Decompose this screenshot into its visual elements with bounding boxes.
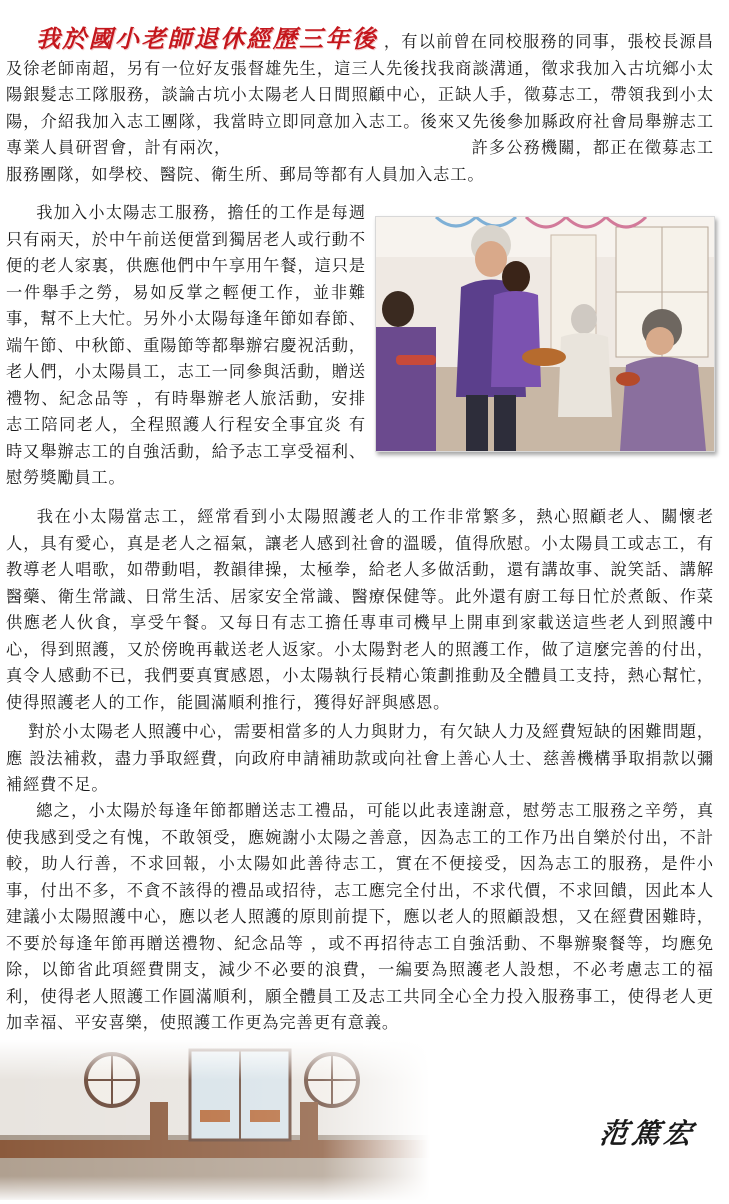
care-work-paragraph — [6, 504, 714, 716]
article-title: 我於國小老師退休經歷三年後 — [36, 25, 378, 53]
funding-paragraph — [6, 719, 714, 799]
care-work-text: 我在小太陽當志工，經常看到小太陽照護老人的工作非常繁多，熱心照顧老人、關懷老人，具有愛心，真是老人之福氣，讓老人感到社會的溫暖，值得欣慰。小太陽員工或志工，有教導老人唱歌，如帶動唱，教韻律操，太極拳，給老人多做活動，還有講故事、說笑話、講解醫藥、衛生常識、日常生活、居家安全常識、醫療保健等。此外還有廚工每日忙於煮飯、作菜供應老人伙食，享受午餐。又每日有志工擔任專車司機早上開車到家載送這些老人到照護中心，得到照護，又於傍晚再載送老人返家。小太陽對老人的照護工作，做了這麼完善的付出，真令人感動不已，我們要真實感恩，小太陽執行長精心策劃推動及全體員工支持，熱心幫忙，使得照護老人的工作，能圓滿順利推行，獲得好評與感恩。 — [6, 507, 714, 712]
conclusion-text: 總之，小太陽於每逢年節都贈送志工禮品，可能以此表達謝意，慰勞志工服務之辛勞，真使我感到受之有愧，不敢領受，應婉謝小太陽之善意，因為志工的工作乃出自樂於付出，不計較，助人行善，不求回報，小太陽如此善待志工，實在不便接受，因為志工的服務，是件小事，付出不多，不貪不該得的禮品或招待，志工應完全付出，不求代價，不求回饋，因此本人建議小太陽照護中心，應以老人照護的原則前提下，應以老人的照顧設想，又在經費困難時，不要於每逢年節再贈送禮物、紀念品等 ，或不再招待志工自強活動、不舉辦聚餐等，均應免除，以節省此項經費開支，減少不必要的浪費，一編要為照護老人設想，不必考慮志工的福利，使得老人照護工作圓滿順利，願全體員工及志工共同全心全力投入服務事工，使得老人更加幸福、平安喜樂，使照護工作更為完善更有意義。 — [6, 801, 714, 1032]
volunteer-photo — [375, 216, 715, 452]
hall-photo — [0, 1040, 430, 1200]
hall-photo-image — [0, 1040, 430, 1200]
duty-text: 我加入小太陽志工服務，擔任的工作是每週只有兩天，於中午前送便當到獨居老人或行動不便的老人家裏，供應他們中午享用午餐，這只是一件舉手之勞，易如反掌之輕便工作，並非難事，幫不上大忙。另外小太陽每逢年節如春節、端午節、中秋節、重陽節等都舉辦宕慶祝活動，老人們，小太陽員工，志工一同參與活動，贈送禮物、紀念品等 ，有時舉辦老人旅活動，安排志工陪同老人，全程照護人行程安全事宜炎 有時又舉辦志工的自強活動，給予志工享受福利、慰勞獎勵員工。 — [6, 203, 366, 487]
author-signature: 范篤宏 — [597, 1117, 699, 1150]
conclusion-paragraph — [6, 798, 714, 1037]
funding-text: 對於小太陽老人照護中心，需要相當多的人力與財力，有欠缺人力及經費短缺的困難問題，應 設法補救，盡力爭取經費，向政府申請補助款或向社會上善心人士、慈善機構爭取捐款以彌補經費不足。 — [6, 722, 714, 794]
intro-text-part1: ，有以前曾在同校服務的同事，張校長源昌及徐老師南超，另有一位好友張督雄先生，這三人先後找我商談溝通，徵求我加入古坑鄉小太陽銀髮志工隊服務，談論古坑小太陽老人日間照顧中心，正缺人手，徵募志工，帶領我到小太陽，介紹我加入志工團隊，我當時立即同意加入志工。後來又先後參加縣政府社會局舉辦志工專業人員研習會，計有兩次， — [6, 32, 714, 157]
intro-text-part2: 許多公務機關，都正在徵募志工服務團隊，如學校、醫院、衛生所、郵局等都有人員加入志工。 — [6, 138, 714, 184]
intro-paragraph — [6, 26, 714, 188]
duty-paragraph — [6, 200, 366, 492]
volunteer-photo-image — [376, 217, 714, 451]
